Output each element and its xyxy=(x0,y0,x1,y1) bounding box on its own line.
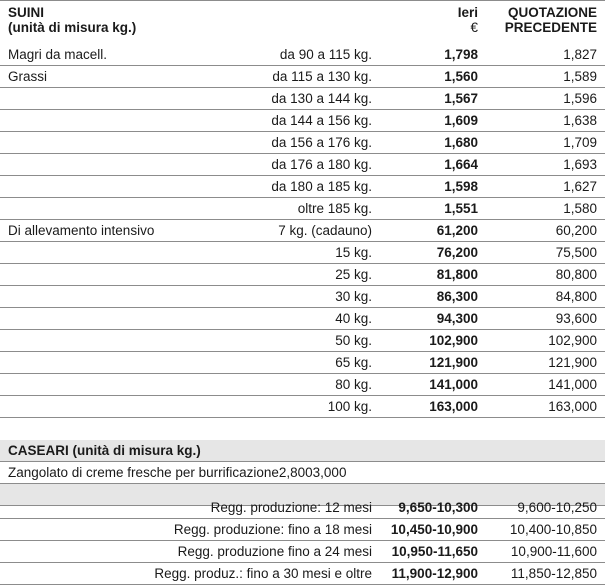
section-title-caseari: CASEARI (unità di misura kg.) xyxy=(0,440,605,462)
row-price-previous: 1,709 xyxy=(563,135,597,150)
table-row xyxy=(0,44,605,66)
column-header-today: Ieri xyxy=(457,5,478,20)
row-range: da 156 a 176 kg. xyxy=(271,135,372,150)
table-row xyxy=(0,497,605,519)
row-range: 15 kg. xyxy=(335,245,372,260)
row-price-previous: 10,400-10,850 xyxy=(509,522,597,537)
row-price-previous: 163,000 xyxy=(548,399,597,414)
row-price-previous: 121,900 xyxy=(548,355,597,370)
row-range: Regg. produz.: fino a 30 mesi e oltre xyxy=(154,566,372,581)
row-range: oltre 185 kg. xyxy=(297,201,372,216)
top-rule xyxy=(0,0,605,1)
table-row xyxy=(0,330,605,352)
row-range: da 180 a 185 kg. xyxy=(271,179,372,194)
table-row xyxy=(0,563,605,585)
row-range: 100 kg. xyxy=(327,399,372,414)
row-price-today: 76,200 xyxy=(436,245,478,260)
row-price-today: 1,609 xyxy=(444,113,478,128)
row-price-today: 1,598 xyxy=(444,179,478,194)
table-row xyxy=(0,66,605,88)
row-price-previous: 10,900-11,600 xyxy=(510,544,597,559)
zangolato-label: Zangolato di creme fresche per burrificazione2,8003,000 xyxy=(8,465,347,480)
row-price-today: 102,900 xyxy=(429,333,478,348)
row-price-today: 94,300 xyxy=(436,311,478,326)
row-range: 25 kg. xyxy=(335,267,372,282)
row-price-previous: 102,900 xyxy=(548,333,597,348)
row-price-previous: 1,638 xyxy=(563,113,597,128)
row-price-previous: 93,600 xyxy=(555,311,597,326)
row-label: Magri da macell. xyxy=(8,47,108,62)
table-row xyxy=(0,154,605,176)
row-price-today: 1,567 xyxy=(444,91,478,106)
row-price-today: 10,950-11,650 xyxy=(391,544,478,559)
row-price-previous: 84,800 xyxy=(555,289,597,304)
table-row xyxy=(0,198,605,220)
table-row xyxy=(0,396,605,418)
column-header-currency: € xyxy=(470,20,478,35)
row-range: 7 kg. (cadauno) xyxy=(278,223,372,238)
row-price-today: 86,300 xyxy=(436,289,478,304)
row-price-previous: 60,200 xyxy=(555,223,597,238)
table-row xyxy=(0,176,605,198)
row-range: 40 kg. xyxy=(335,311,372,326)
row-price-previous: 1,827 xyxy=(563,47,597,62)
row-price-today: 81,800 xyxy=(436,267,478,282)
row-price-previous: 9,600-10,250 xyxy=(517,500,597,515)
row-label: Grassi xyxy=(8,69,48,84)
row-range: da 90 a 115 kg. xyxy=(279,47,372,62)
table-row xyxy=(0,220,605,242)
row-price-previous: 141,000 xyxy=(548,377,597,392)
row-price-today: 1,551 xyxy=(444,201,478,216)
column-header-previous-line2: PRECEDENTE xyxy=(504,20,597,35)
row-range: 65 kg. xyxy=(335,355,372,370)
row-range: da 130 a 144 kg. xyxy=(271,91,372,106)
row-range: 50 kg. xyxy=(335,333,372,348)
row-range: da 144 a 156 kg. xyxy=(271,113,372,128)
row-price-today: 10,450-10,900 xyxy=(390,522,478,537)
table-row xyxy=(0,541,605,563)
table-row xyxy=(0,242,605,264)
row-range: Regg. produzione: 12 mesi xyxy=(210,500,372,515)
row-price-previous: 80,800 xyxy=(555,267,597,282)
row-price-previous: 1,627 xyxy=(563,179,597,194)
row-price-previous: 75,500 xyxy=(555,245,597,260)
row-label: Di allevamento intensivo xyxy=(8,223,155,238)
row-range: 80 kg. xyxy=(335,377,372,392)
table-row xyxy=(0,286,605,308)
table-row xyxy=(0,132,605,154)
row-price-today: 9,650-10,300 xyxy=(398,500,478,515)
row-price-today: 1,664 xyxy=(444,157,478,172)
table-row xyxy=(0,88,605,110)
row-range: da 115 a 130 kg. xyxy=(272,69,372,84)
row-range: Regg. produzione fino a 24 mesi xyxy=(177,544,372,559)
column-header-previous-line1: QUOTAZIONE xyxy=(508,5,597,20)
row-price-today: 141,000 xyxy=(429,377,478,392)
row-price-previous: 1,596 xyxy=(563,91,597,106)
table-row xyxy=(0,110,605,132)
row-price-previous: 1,693 xyxy=(563,157,597,172)
row-price-today: 1,798 xyxy=(444,47,478,62)
section-title-suini: SUINI xyxy=(8,5,45,20)
table-row xyxy=(0,264,605,286)
row-price-today: 121,900 xyxy=(429,355,478,370)
row-price-previous: 11,850-12,850 xyxy=(510,566,597,581)
row-price-today: 1,680 xyxy=(444,135,478,150)
row-price-today: 61,200 xyxy=(436,223,478,238)
row-price-today: 1,560 xyxy=(444,69,478,84)
row-range: 30 kg. xyxy=(335,289,372,304)
row-price-previous: 1,589 xyxy=(563,69,597,84)
row-price-previous: 1,580 xyxy=(563,201,597,216)
table-row xyxy=(0,308,605,330)
row-price-today: 11,900-12,900 xyxy=(391,566,478,581)
table-row xyxy=(0,352,605,374)
table-row xyxy=(0,519,605,541)
row-range: Regg. produzione: fino a 18 mesi xyxy=(173,522,372,537)
zangolato-row xyxy=(0,462,605,484)
row-price-today: 163,000 xyxy=(429,399,478,414)
table-row xyxy=(0,374,605,396)
section-unit-suini: (unità di misura kg.) xyxy=(8,20,137,35)
row-range: da 176 a 180 kg. xyxy=(271,157,372,172)
